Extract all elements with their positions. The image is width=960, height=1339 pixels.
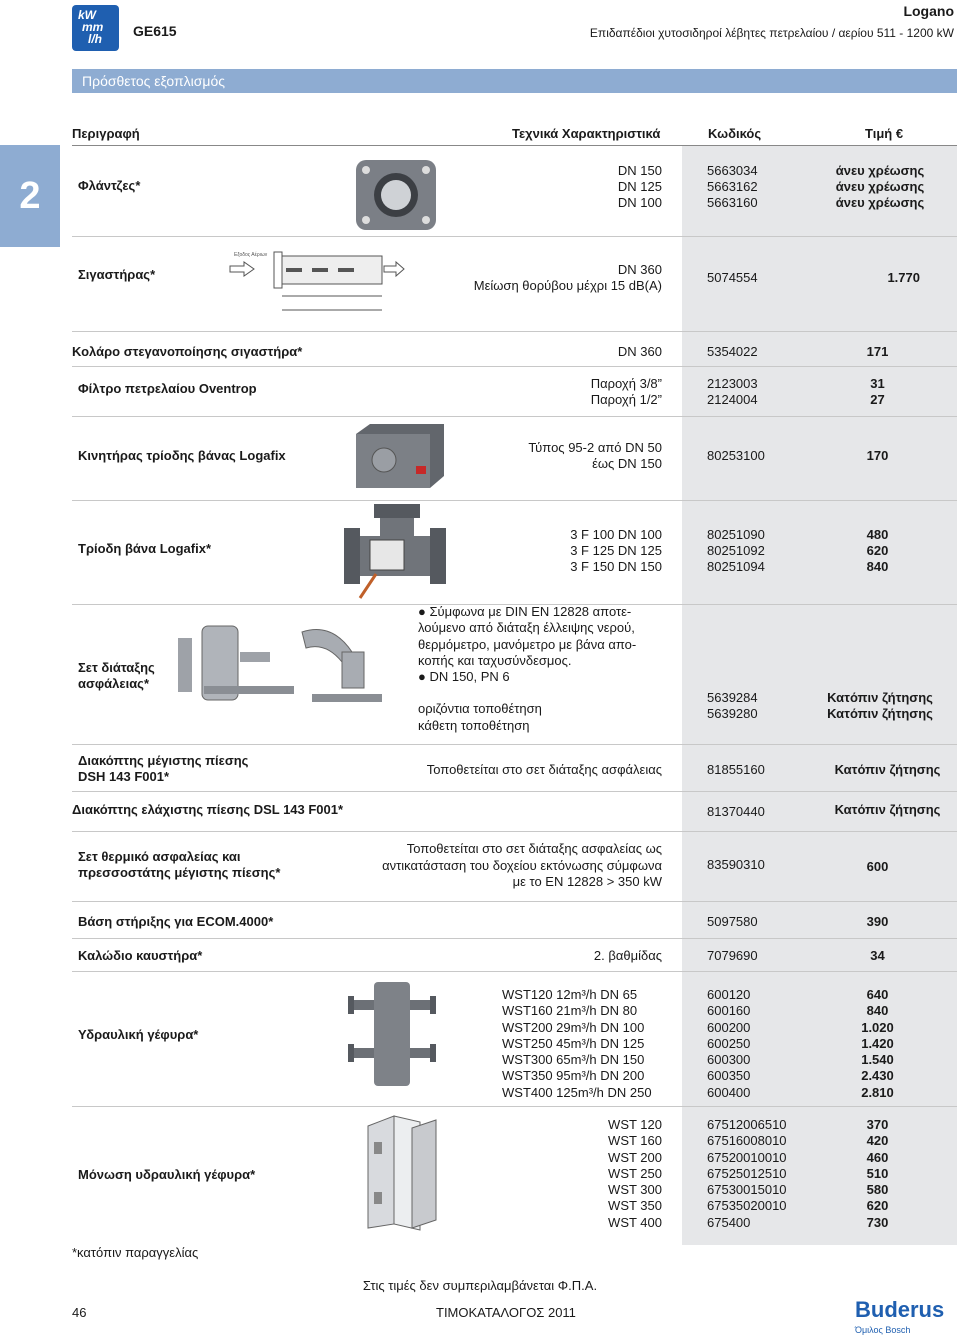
three-way-valve-image bbox=[340, 500, 450, 604]
collar-price: 171 bbox=[866, 344, 889, 359]
row-label-collar: Κολάρο στεγανοποίησης σιγαστήρα* bbox=[72, 344, 303, 359]
spec-line: Παροχή 1/2” bbox=[590, 392, 662, 407]
spec-line: Παροχή 3/8” bbox=[590, 376, 662, 391]
insulation-codes bbox=[707, 1117, 787, 1231]
catalog-name: ΤΙΜΟΚΑΤΑΛΟΓΟΣ 2011 bbox=[436, 1305, 576, 1320]
row-label-bridge: Υδραυλική γέφυρα* bbox=[78, 1027, 199, 1042]
code-line: 80251090 bbox=[707, 527, 765, 542]
price-line: άνευ χρέωσης bbox=[835, 195, 925, 210]
row-divider bbox=[72, 1106, 957, 1107]
price-line: 2.810 bbox=[861, 1084, 894, 1100]
price-line: Κατόπιν ζήτησης bbox=[827, 706, 933, 721]
vat-note: Στις τιμές δεν συμπεριλαμβάνεται Φ.Π.Α. bbox=[362, 1278, 598, 1293]
spec-line: οριζόντια τοποθέτηση bbox=[418, 701, 542, 717]
label-line: Σετ θερμικό ασφαλείας και bbox=[78, 849, 241, 864]
buderus-logo: Buderus bbox=[855, 1297, 945, 1322]
code-line: 600400 bbox=[707, 1084, 751, 1100]
bridge-prices bbox=[820, 987, 935, 1101]
code-line: 2123003 bbox=[707, 376, 758, 391]
spec-line: WST250 45m³/h DN 125 bbox=[502, 1035, 645, 1051]
silencer-diagram-label: Εξοδος Αέριων bbox=[234, 252, 268, 258]
valve-codes bbox=[707, 527, 765, 575]
max-switch-price: Κατόπιν ζήτησης bbox=[834, 762, 941, 777]
code-line: 675400 bbox=[707, 1214, 751, 1230]
spec-line: WST160 21m³/h DN 80 bbox=[502, 1003, 638, 1019]
filter-prices bbox=[820, 376, 935, 408]
motor-code: 80253100 bbox=[707, 448, 765, 463]
price-line: 2.430 bbox=[861, 1068, 894, 1084]
flanges-specs bbox=[560, 163, 662, 211]
code-line: 600160 bbox=[707, 1003, 751, 1019]
code-line: 67516008010 bbox=[707, 1133, 787, 1149]
silencer-code: 5074554 bbox=[707, 270, 758, 285]
code-line: 67520010010 bbox=[707, 1149, 787, 1165]
motor-image bbox=[350, 420, 450, 494]
price-line: 1.420 bbox=[861, 1035, 894, 1051]
spec-line: έως DN 150 bbox=[592, 456, 662, 471]
cable-code: 7079690 bbox=[707, 948, 758, 963]
price-line: 840 bbox=[866, 559, 889, 574]
spec-line bbox=[418, 685, 680, 701]
thermal-set-price: 600 bbox=[866, 859, 889, 874]
min-switch-code: 81370440 bbox=[707, 804, 765, 819]
spec-line: DN 150 bbox=[617, 163, 662, 178]
thermal-set-code: 83590310 bbox=[707, 857, 765, 872]
label-line: πρεσσοστάτης μέγιστης πίεσης* bbox=[78, 865, 281, 880]
flange-image bbox=[352, 154, 440, 242]
row-label-flanges: Φλάντζες* bbox=[78, 178, 141, 193]
column-header-description: Περιγραφή bbox=[72, 126, 140, 141]
spec-line: κάθετη τοποθέτηση bbox=[418, 717, 530, 733]
price-line: 1.540 bbox=[861, 1052, 894, 1068]
section-title: Πρόσθετος εξοπλισμός bbox=[72, 69, 957, 93]
base-code: 5097580 bbox=[707, 914, 758, 929]
spec-line: WST 160 bbox=[608, 1133, 662, 1149]
row-divider bbox=[72, 791, 957, 792]
row-divider bbox=[72, 744, 957, 745]
flanges-codes bbox=[707, 163, 758, 211]
row-label-valve: Τρίοδη βάνα Logafix* bbox=[78, 541, 212, 556]
spec-line: DN 125 bbox=[617, 179, 662, 194]
row-label-safety-set bbox=[78, 660, 155, 692]
spec-line: ● Σύμφωνα με DIN EN 12828 αποτε- bbox=[418, 604, 632, 619]
min-switch-price: Κατόπιν ζήτησης bbox=[834, 802, 941, 817]
spec-line: WST400 125m³/h DN 250 bbox=[502, 1084, 652, 1100]
code-line: 5663162 bbox=[707, 179, 758, 194]
hydraulic-bridge-image bbox=[344, 978, 436, 1090]
code-line: 67530015010 bbox=[707, 1182, 787, 1198]
price-line: 510 bbox=[866, 1165, 889, 1181]
row-divider bbox=[72, 971, 957, 972]
spec-line: κοπής και ταχυσύνδεσμος. bbox=[418, 652, 572, 668]
code-line: 5663160 bbox=[707, 195, 758, 210]
kwh-logo bbox=[72, 5, 119, 51]
model-name: GE615 bbox=[133, 23, 177, 39]
motor-specs bbox=[500, 440, 662, 472]
row-divider bbox=[72, 901, 957, 902]
code-line: 5663034 bbox=[707, 163, 758, 178]
price-line: Κατόπιν ζήτησης bbox=[827, 690, 933, 705]
price-line: 420 bbox=[866, 1133, 889, 1149]
spec-line: 3 F 150 DN 150 bbox=[570, 559, 662, 574]
insulation-prices bbox=[820, 1117, 935, 1231]
spec-line: WST 250 bbox=[608, 1165, 662, 1181]
price-line: 1.020 bbox=[861, 1019, 894, 1035]
code-line: 600300 bbox=[707, 1052, 751, 1068]
footnote: *κατόπιν παραγγελίας bbox=[72, 1245, 199, 1260]
logo-line-2: mm bbox=[82, 20, 104, 34]
safety-set-specs bbox=[418, 604, 680, 734]
price-line: 620 bbox=[866, 1198, 889, 1214]
price-line: 730 bbox=[866, 1214, 889, 1230]
spec-line: θερμόμετρο, μανόμετρο με βάνα απο- bbox=[418, 636, 637, 652]
base-price: 390 bbox=[866, 914, 889, 929]
spec-line: WST200 29m³/h DN 100 bbox=[502, 1019, 645, 1035]
row-label-max-switch bbox=[78, 753, 248, 785]
spec-line: WST 400 bbox=[608, 1214, 662, 1230]
page-number: 46 bbox=[72, 1305, 87, 1320]
filter-codes bbox=[707, 376, 758, 408]
silencer-specs bbox=[440, 262, 662, 294]
label-line: Διακόπτης μέγιστης πίεσης bbox=[78, 753, 249, 768]
bosch-group-label: Όμιλος Bosch bbox=[855, 1325, 911, 1335]
insulation-image bbox=[360, 1112, 446, 1232]
code-line: 5639280 bbox=[707, 706, 758, 721]
spec-line: DN 360 bbox=[617, 262, 662, 277]
code-line: 5639284 bbox=[707, 690, 758, 705]
insulation-specs bbox=[560, 1117, 662, 1231]
spec-line: Τοποθετείται στο σετ διάταξης ασφαλείας ως bbox=[406, 841, 662, 856]
price-line: άνευ χρέωσης bbox=[835, 179, 925, 194]
column-header-price: Τιμή € bbox=[865, 126, 904, 141]
row-label-cable: Καλώδιο καυστήρα* bbox=[78, 948, 203, 963]
price-line: 640 bbox=[866, 987, 889, 1002]
spec-line: WST300 65m³/h DN 150 bbox=[502, 1052, 645, 1068]
code-line: 67525012510 bbox=[707, 1165, 787, 1181]
silencer-price: 1.770 bbox=[887, 270, 920, 285]
row-divider bbox=[72, 366, 957, 367]
row-label-insulation: Μόνωση υδραυλική γέφυρα* bbox=[78, 1167, 256, 1182]
collar-code: 5354022 bbox=[707, 344, 758, 359]
page-subtitle: Επιδαπέδιοι χυτοσιδηροί λέβητες πετρελαίου / αερίου 511 - 1200 kW bbox=[589, 26, 954, 40]
row-label-filter: Φίλτρο πετρελαίου Oventrop bbox=[78, 381, 257, 396]
price-line: άνευ χρέωσης bbox=[835, 163, 925, 178]
label-line: Σετ διάταξης bbox=[78, 660, 155, 675]
code-line: 67535020010 bbox=[707, 1198, 787, 1214]
price-line: 27 bbox=[870, 392, 885, 407]
code-line: 80251094 bbox=[707, 559, 765, 574]
code-line: 80251092 bbox=[707, 543, 765, 558]
spec-line: Τύπος 95-2 από DN 50 bbox=[528, 440, 662, 455]
spec-line: WST120 12m³/h DN 65 bbox=[502, 987, 638, 1002]
row-divider bbox=[72, 416, 957, 417]
column-header-specs: Τεχνικά Χαρακτηριστικά bbox=[512, 126, 661, 141]
spec-line: WST350 95m³/h DN 200 bbox=[502, 1068, 645, 1084]
collar-spec: DN 360 bbox=[617, 344, 662, 359]
bridge-specs bbox=[502, 987, 662, 1101]
price-line: 620 bbox=[866, 543, 889, 558]
code-line: 600120 bbox=[707, 987, 751, 1002]
safety-set-prices bbox=[810, 690, 950, 722]
filter-specs bbox=[540, 376, 662, 408]
valve-prices bbox=[820, 527, 935, 575]
code-line: 600350 bbox=[707, 1068, 751, 1084]
chapter-tab: 2 bbox=[0, 145, 60, 247]
price-line: 31 bbox=[870, 376, 885, 391]
code-line: 67512006510 bbox=[707, 1117, 787, 1132]
row-label-min-switch: Διακόπτης ελάχιστης πίεσης DSL 143 F001* bbox=[72, 802, 344, 817]
code-line: 600200 bbox=[707, 1019, 751, 1035]
price-line: 480 bbox=[866, 527, 889, 542]
spec-line: ● DN 150, PN 6 bbox=[418, 669, 510, 685]
row-divider bbox=[72, 938, 957, 939]
header-divider bbox=[72, 145, 957, 146]
logo-line-3: l/h bbox=[88, 32, 102, 46]
spec-line: WST 350 bbox=[608, 1198, 662, 1214]
thermal-set-specs bbox=[340, 841, 662, 891]
valve-specs bbox=[540, 527, 662, 575]
spec-line: 3 F 100 DN 100 bbox=[570, 527, 662, 542]
label-line: ασφάλειας* bbox=[78, 676, 149, 691]
code-line: 2124004 bbox=[707, 392, 758, 407]
label-line: DSH 143 F001* bbox=[78, 769, 170, 784]
row-divider bbox=[72, 831, 957, 832]
spec-line: WST 300 bbox=[608, 1182, 662, 1198]
spec-line: με το EN 12828 > 350 kW bbox=[512, 874, 662, 889]
spec-line: αντικατάσταση του δοχείου εκτόνωσης σύμφωνα bbox=[382, 857, 662, 873]
price-line: 460 bbox=[866, 1149, 889, 1165]
cable-spec: 2. βαθμίδας bbox=[593, 948, 662, 963]
row-divider bbox=[72, 500, 957, 501]
spec-line: 3 F 125 DN 125 bbox=[570, 543, 662, 558]
spec-line: Μείωση θορύβου μέχρι 15 dB(A) bbox=[473, 278, 662, 293]
motor-price: 170 bbox=[866, 448, 889, 463]
safety-set-codes bbox=[707, 690, 758, 722]
flanges-prices bbox=[815, 163, 945, 211]
spec-line: DN 100 bbox=[617, 195, 662, 210]
row-divider bbox=[72, 236, 957, 237]
row-label-motor: Κινητήρας τρίοδης βάνας Logafix bbox=[78, 448, 286, 463]
price-line: 580 bbox=[866, 1182, 889, 1198]
silencer-diagram bbox=[226, 248, 406, 320]
max-switch-spec: Τοποθετείται στο σετ διάταξης ασφάλειας bbox=[426, 762, 662, 777]
logo-line-1: kW bbox=[78, 8, 96, 22]
spec-line: WST 200 bbox=[608, 1149, 662, 1165]
safety-set-image bbox=[172, 612, 396, 716]
price-line: 840 bbox=[866, 1003, 889, 1019]
cable-price: 34 bbox=[870, 948, 885, 963]
spec-line: λούμενο από διάταξη έλλειψης νερού, bbox=[418, 620, 635, 636]
row-label-thermal-set bbox=[78, 849, 280, 881]
column-header-code: Κωδικός bbox=[708, 126, 762, 141]
brand-title: Logano bbox=[903, 3, 954, 19]
bridge-codes bbox=[707, 987, 750, 1101]
spec-line: WST 120 bbox=[608, 1117, 662, 1132]
price-line: 370 bbox=[866, 1117, 889, 1132]
row-label-base: Βάση στήριξης για ECOM.4000* bbox=[78, 914, 274, 929]
row-label-silencer: Σιγαστήρας* bbox=[78, 267, 156, 282]
row-divider bbox=[72, 331, 957, 332]
code-line: 600250 bbox=[707, 1035, 751, 1051]
max-switch-code: 81855160 bbox=[707, 762, 765, 777]
